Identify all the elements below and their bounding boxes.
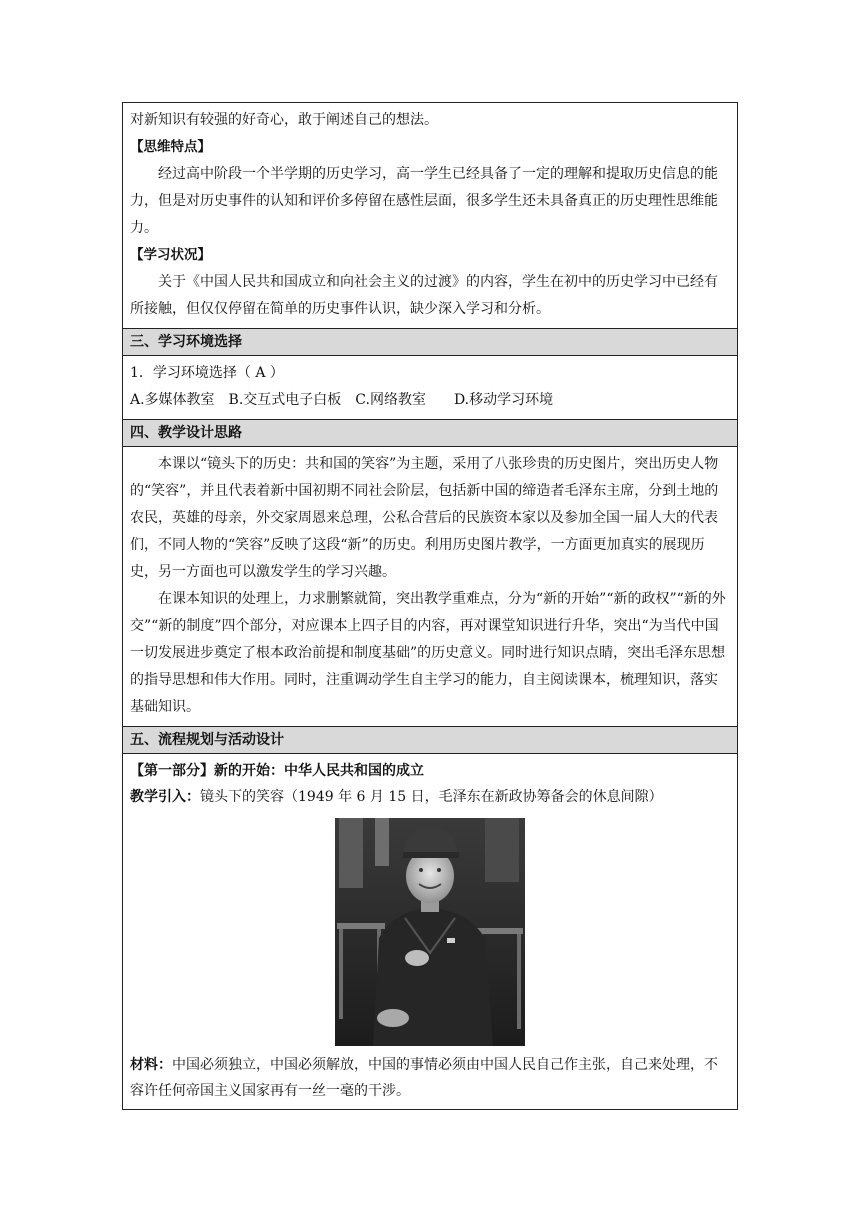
photo-container (130, 818, 730, 1046)
section-5-body (123, 754, 737, 1109)
material-text: 中国必须独立，中国必须解放，中国的事情必须由中国人民自己作主张，自己来处理，不容许任何帝国主义国家再有一丝一毫的干涉。 (130, 1057, 718, 1099)
section-3-header: 三、学习环境选择 (123, 329, 737, 356)
environment-choice: 1．学习环境选择（ A ） (130, 365, 284, 381)
intro-text: 镜头下的笑容（1949 年 6 月 15 日，毛泽东在新政协筹备会的休息间隙） (200, 789, 663, 805)
part-1-heading (130, 758, 730, 784)
material-paragraph (130, 1052, 730, 1104)
student-analysis-cell (123, 103, 737, 329)
design-paragraph-1: 本课以“镜头下的历史：共和国的笑容”为主题，采用了八张珍贵的历史图片，突出历史人物的“笑容”，并且代表着新中国初期不同社会阶层，包括新中国的缔造者毛泽东主席，分到土地的农民，英雄的母亲，外交家周恩来总理，公私合营后的民族资本家以及参加全国一届人大的代表们，不同人物的“笑容”反映了这段“新”的历史。利用历史图片教学，一方面更加真实的展现历史，另一方面也可以激发学生的学习兴趣。 (130, 456, 719, 580)
continuation-text: 对新知识有较强的好奇心，敢于阐述自己的想法。 (130, 112, 438, 128)
section-5-header: 五、流程规划与活动设计 (123, 727, 737, 754)
thinking-heading: 【思维特点】 (130, 139, 211, 155)
material-label: 材料： (130, 1057, 172, 1073)
section-4-body (123, 447, 737, 727)
lesson-plan-table (122, 102, 738, 1110)
design-paragraph-2: 在课本知识的处理上，力求删繁就简，突出教学重难点，分为“新的开始”“新的政权”“新的外交”“新的制度”四个部分，对应课本上四子目的内容，再对课堂知识进行升华，突出“为当代中国一切发展进步奠定了根本政治前提和制度基础”的历史意义。同时进行知识点睛，突出毛泽东思想的指导思想和伟大作用。同时，注重调动学生自主学习的能力，自主阅读课本，梳理知识，落实基础知识。 (130, 591, 726, 715)
historical-portrait-photo-icon (335, 818, 525, 1046)
section-3-body (123, 356, 737, 420)
part-1-label: 【第一部分】 (130, 763, 214, 779)
teaching-intro (130, 784, 730, 810)
intro-label: 教学引入： (130, 789, 200, 805)
thinking-text: 经过高中阶段一个半学期的历史学习，高一学生已经具备了一定的理解和提取历史信息的能力，但是对历史事件的认知和评价多停留在感性层面，很多学生还未具备真正的历史理性思维能力。 (130, 166, 718, 236)
environment-options: A.多媒体教室 B.交互式电子白板 C.网络教室 D.移动学习环境 (130, 392, 554, 408)
part-1-title: 新的开始：中华人民共和国的成立 (214, 763, 424, 779)
study-text: 关于《中国人民共和国成立和向社会主义的过渡》的内容，学生在初中的历史学习中已经有所接触，但仅仅停留在简单的历史事件认识，缺少深入学习和分析。 (130, 274, 718, 317)
study-heading: 【学习状况】 (130, 247, 211, 263)
section-4-header: 四、教学设计思路 (123, 420, 737, 447)
